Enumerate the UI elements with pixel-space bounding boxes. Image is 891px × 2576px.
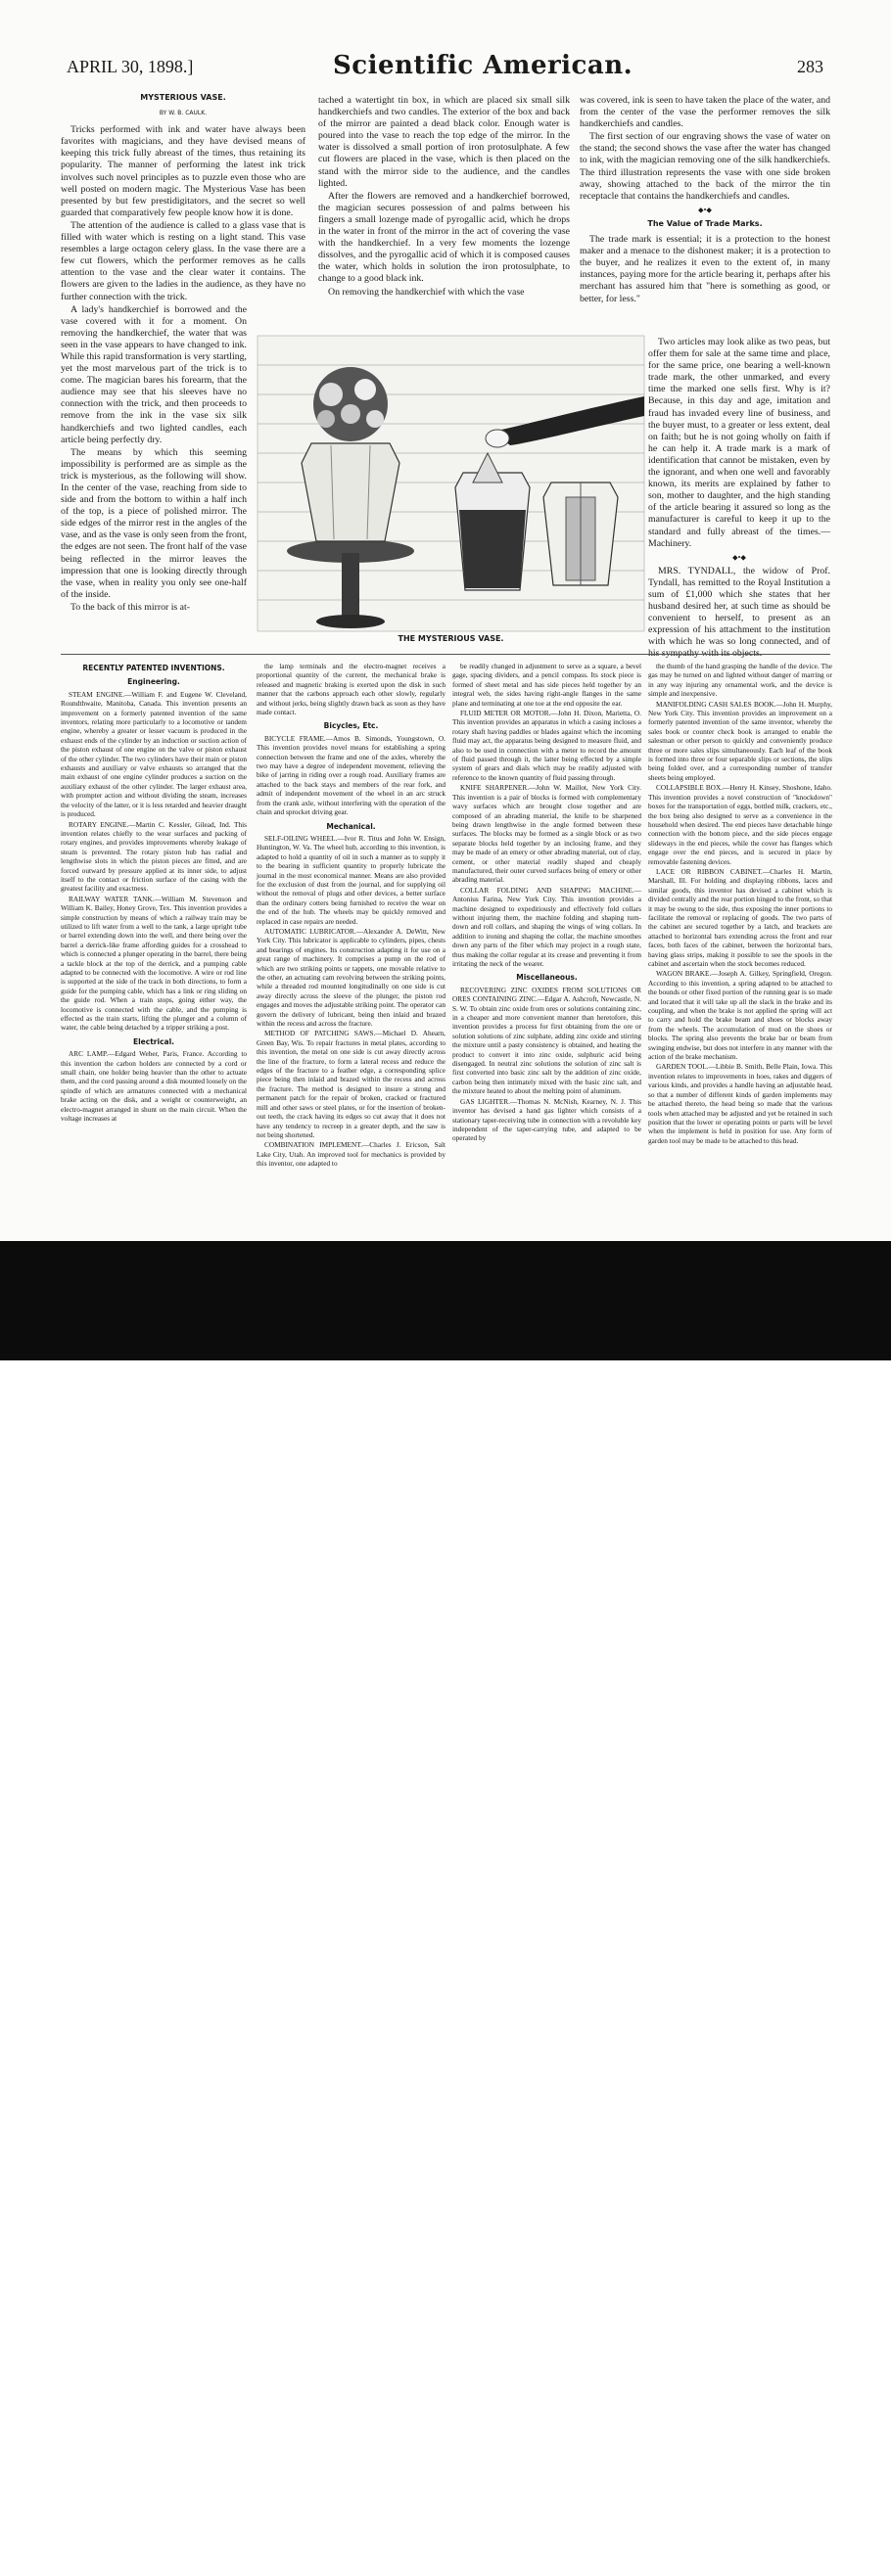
flower-vase-icon (302, 367, 399, 541)
article-column-2 (318, 95, 570, 335)
article-byline: BY W. B. CAULK. (159, 110, 208, 117)
article-paragraph: On removing the handkerchief with which the vase (328, 286, 525, 298)
patents-title: RECENTLY PATENTED INVENTIONS. (82, 664, 225, 672)
patent-entry: the thumb of the hand grasping the handle of the device. The gas may be turned on and lighted without danger of marring or in any way injuring any ornamental work, and the device is simple and inexpensive. (648, 662, 832, 699)
tyndall-paragraph: MRS. TYNDALL, the widow of Prof. Tyndall, has remitted to the Royal Institution a sum of £1,000 which she states that her husband desired her, at such time as should be convenient to herself, to present as an expression of his attachment to the institution with which he was so long connected, and of his sympathy with its objects. (648, 565, 830, 660)
article-column-3 (580, 95, 830, 335)
article-title: MYSTERIOUS VASE. (140, 93, 226, 102)
patents-column-4 (648, 662, 832, 1239)
article-paragraph: A lady's handkerchief is borrowed and the vase covered with it for a moment. On removing the handkerchief, the water that was seen in the vase appears to have changed to ink. While this rapid transformation is very startling, yet the most marvelous part of the trick is to come. The magician bares his forearm, that the audience may see that his sleeves have no connection with the trick, and then proceeds to remove from the ink in the vase six silk handkerchiefs and two lighted candles, each article being perfectly dry. (61, 303, 247, 445)
patent-entry: MANIFOLDING CASH SALES BOOK.—John H. Murphy, New York City. This invention provides an improvement on a formerly patented invention of the same inventor, whereby the sales book or counter check book is arranged to enable the salesman or other person to quickly and conveniently produce three or more sales slips simultaneously. Each leaf of the book is formed into three or four separable slips or sections, the slips being folded over, and a corresponding number of transfer sheets being employed. (648, 699, 832, 782)
patent-entry: AUTOMATIC LUBRICATOR.—Alexander A. DeWitt, New York City. This lubricator is applicable to cylinders, pipes, chests and bearings of engines. Its construction adapting it for use on a great range of machinery. It comprises a pump on the rod of which are two striking points or tappets, one movable relative to the other, an actuating cam revolving between the striking points, while a threaded rod mounted longitudinally on one side is cut away directly across the sleeve of the plunger, the piston rod engages and moves the adjustable striking point. The operator can govern the delivery of lubricant, being then inlaid and brazed within the recess and across the fracture. (257, 926, 446, 1029)
page-number: 283 (797, 57, 823, 76)
patent-entry: COMBINATION IMPLEMENT.—Charles J. Ericson, Salt Lake City, Utah. An improved tool for mechanics is provided by this inventor, one adapted to (257, 1140, 446, 1169)
patent-entry: RAILWAY WATER TANK.—William M. Stevenson and William K. Bailey, Honey Grove, Tex. This invention provides a simple construction by means of which a railway train may be utilized to lift water from a well to the tank, a large upright tube or barrel extending down into the well, and there being over the barrel a derrick-like frame affording guides for a crosshead to which is connected a plunger operating in the barrel, there being a tackle block at the top of the derrick, and a pumping cable adapted to be connected with the locomotive. A wire or rod line is supported at the side of the track in both directions, to form a guide for the pumping cable, which has a link or ring sliding on the guide rod. When a train stops, going either way, the locomotive is connected with the cable, and the pumping is effected as the train starts, lifting the plunger and a column of water, the cable being detached by a tripper striking a post. (61, 894, 247, 1033)
patent-entry: ARC LAMP.—Edgard Weber, Paris, France. According to this invention the carbon holders are connected by a cord or small chain, one holder being heavier than the other to actuate them, and the cord passing around a disk mounted loosely on the spindle of which are armatures connected with a mechanical brake acting on the disk, and a weight or counterweight, an electro-magnet arranged in shunt on the main circuit. When the voltage increases at (61, 1049, 247, 1124)
alamy-logo: alamy (22, 2492, 190, 2551)
article-paragraph: The attention of the audience is called to a glass vase that is filled with water which is resting on a light stand. This vase resembles a large octagon celery glass. In the vase there are a few cut flowers, which the performer removes as he calls attention to the vase and the clear water it contains. The flowers are given to the ladies in the audience, as they have no further connection with the trick. (61, 219, 305, 302)
article-paragraph: tached a watertight tin box, in which are placed six small silk handkerchiefs and two candles. The exterior of the box and back of the mirror are painted a dead black color. Enough water is poured into the vase to reach the top edge of the mirror. In the water is dissolved a small portion of iron protosulphate. A few cut flowers are placed in the vase, which is then placed on the stand with the mirror side to the audience, and the candles lighted. (318, 95, 570, 189)
patent-entry: STEAM ENGINE.—William F. and Eugene W. Cleveland, Roundthwaite, Manitoba, Canada. This invention presents an improvement on a formerly patented invention of the same inventors, relating more particularly to a locomotive or tandem engine, whereby a greater or lesser vacuum is produced in the exhaust ends of the cylinder by an induction or suction action of the piston exhaust of one engine on the valve or piston exhaust of the other cylinder. The two cylinders have their main or piston exhausts and auxiliary or valve exhausts so arranged that the main exhaust of one engine cylinder produces a suction on the auxiliary exhaust of the other cylinder. The larger exhaust area, with prompter action and without dividing the steam, increases the velocity of the latter, or it is less retarded and heavier draught is produced. (61, 689, 247, 819)
patent-entry: ROTARY ENGINE.—Martin C. Kessler, Gilead, Ind. This invention relates chiefly to the wear surfaces and packing of rotary engines, and provides improvements whereby leakage of steam is prevented. The rotary piston hub has radial and lengthwise slots in which the piston pieces are fitted, and are forced outward by pressure applied at its inner side, to adjust itself to the contact or friction surface of the casing with the greatest facility and exactness. (61, 819, 247, 894)
patent-entry: COLLAR FOLDING AND SHAPING MACHINE.—Antonius Farina, New York City. This invention provides a machine designed to expeditiously and effectively fold collars without injuring them, the machine folding and shaping turn-down and roll collars, and shaping the wings of wing collars. In addition to ironing and shaping the collar, the machine smoothes down any parts of the fiber which may project in a rough state, thus making the collar regular at its crease and preventing it from irritating the neck of the wearer. (452, 885, 641, 968)
patent-section-heading: Engineering. (127, 677, 180, 687)
trademarks-paragraph: The trade mark is essential; it is a protection to the honest maker and a menace to the dishonest maker; it is a protection to the buyer, and he realizes it even to the extent of, in many instances, paying more for the article bearing it, perhaps after his merchant has assured him that "here is something as good, or better, for less." (580, 234, 830, 304)
patent-entry: BICYCLE FRAME.—Amos B. Simonds, Youngstown, O. This invention provides novel means for establishing a spring connection between the frame and one of the axles, whereby the two may have a degree of independent movement, relieving the bike of jarring in riding over a rough road. Auxiliary frames are attached to the back stays and members of the rear fork, and admit of independent movement of the wheel in an arc struck from the crank axle, without interfering with the operation of the chain and sprocket driving gear. (257, 733, 446, 817)
patent-entry: METHOD OF PATCHING SAWS.—Michael D. Ahearn, Green Bay, Wis. To repair fractures in metal plates, according to this invention, the metal on one side is cut away directly across the line of the fracture, to form a lateral recess and reduce the edges of the fracture to a feather edge, a corresponding splice piece being then inlaid and brazed within the recess and across the fracture. The method is designed to insure a strong and permanent patch for the repair of broken, cracked or fractured mill and other saws or steel plates, or for the insertion of broken-out teeth, the crack having its edges so cut away that it does not have any tendency to recreep in a greater depth, and the saw is not being shortened. (257, 1029, 446, 1139)
patent-entry: the lamp terminals and the electro-magnet receives a proportional quantity of the current, the mechanical brake is released and magnetic braking is exerted upon the disk in such manner that the carbons approach each other slowly, regularly and without jerks, being slightly drawn back as soon as they have made contact. (257, 662, 446, 717)
article-paragraph: To the back of this mirror is at- (70, 601, 191, 613)
article-paragraph: The first section of our engraving shows the vase of water on the stand; the second shows the vase after the water has changed to ink, with the magician removing one of the silk handkerchiefs. The third illustration represents the vase with one side broken away, showing attached to the back of the mirror the tin receptacle that contains the handkerchiefs and candles. (580, 131, 830, 202)
patent-entry: KNIFE SHARPENER.—John W. Maillot, New York City. This invention is a pair of blocks is formed with complementary wavy surfaces which are brought close together and are composed of an abrading material, the knife to be sharpened being drawn lengthwise in the angle formed between these surfaces. The blocks may be formed as a single block or as two separate blocks held together by an inclosing frame, and they may be made of an emery or other abrading material, out of clay, cement, or other material readily shaped and cheaply manufactured, their outer curved surfaces being of emery or other abrading material. (452, 783, 641, 885)
issue-date: APRIL 30, 1898.] (67, 57, 194, 76)
patents-column-1 (61, 662, 247, 1239)
mysterious-vase-illustration (258, 336, 644, 631)
patents-column-2 (257, 662, 446, 1239)
article-paragraph: was covered, ink is seen to have taken the place of the water, and from the center of the vase the performer removes the silk handkerchiefs and candles. (580, 95, 830, 130)
ornament-divider: ⬥•⬥ (697, 205, 712, 214)
patent-section-heading: Mechanical. (326, 821, 376, 831)
patent-entry: RECOVERING ZINC OXIDES FROM SOLUTIONS OR ORES CONTAINING ZINC.—Edgar A. Ashcroft, Newcastle, N. S. W. To obtain zinc oxide from ores or solutions containing zinc, in a cheaper and more convenient manner than heretofore, this invention provides a process for first obtaining from the ore or solution solutions of zinc sulphate, adding zinc oxide and stirring the mixture until a pasty consistency is obtained, and heating the product to convert it into zinc oxide, sulphuric acid being disengaged. In neutral zinc solutions the solution of zinc salt is first converted into basic zinc salt by the addition of zinc oxide, carbon being then intimately mixed with the basic zinc salt, and the mixture heated to about the melting point of aluminum. (452, 985, 641, 1096)
article-paragraph: The means by which this seeming impossibility is performed are as simple as the trick is mysterious, as the following will show. In the center of the vase, reaching from side to side and from the bottom to within a half inch of the top, is a piece of polished mirror. The side edges of the mirror rest in the angles of the vase, and as the vase is only seen from the front, the edges are not seen. The front half of the vase being reflected in the mirror leaves the impression that one is looking directly through the vase, when in reality you only see one-half of the inside. (61, 446, 247, 600)
trademarks-title: The Value of Trade Marks. (647, 218, 763, 228)
trademarks-paragraph: Two articles may look alike as two peas, but offer them for sale at the same time and place, for the same price, one bearing a well-known trade mark, the other unmarked, and every time the marked one sells first. Why is it? Because, in this day and age, imitation and fraud has invaded every line of business, and the buyer must, to a greater or less extent, deal on faith; but he is not going wholly on faith if he can help it. A trade mark is a mark of identification that cannot be mistaken, even by the ignorant, and when one well and favorably known, its merits are explained by father to son, mother to daughter, and the high standing of the article bearing it assured so long as the manufacturer is careful to keep it up to the standard and fully abreast of the times.—Machinery. (648, 337, 830, 549)
article-paragraph: After the flowers are removed and a handkerchief borrowed, the magician secures possession of and palms between his fingers a small lozenge made of pyrogallic acid, which he drops in the water in front of the mirror in the act of covering the vase with the handkerchief. In a very few moments the lozenge dissolves, and the pyrogallic acid of which it is composed causes the water, which holds in solution the iron protosulphate, to change to a good black ink. (318, 190, 570, 285)
masthead-title: Scientific American. (333, 51, 633, 80)
patent-entry: GAS LIGHTER.—Thomas N. McNish, Kearney, N. J. This inventor has devised a hand gas lighter which consists of a stationary taper-receiving tube in connection with a revoluble key independent of the taper-carrying tube, and adapted to be operated by (452, 1096, 641, 1143)
section-divider (61, 654, 830, 655)
patent-section-heading: Bicycles, Etc. (323, 721, 379, 731)
patent-section-heading: Electrical. (132, 1036, 174, 1046)
patent-entry: LACE OR RIBBON CABINET.—Charles H. Martin, Marshall, Ill. For holding and displaying ribbons, laces and similar goods, this inventor has devised a cabinet which is divided centrally and the rear portion hinged to the front, so that it may be swung to the side, thus exposing the inner portions to facilitate the removal or replacing of goods. The two parts of the cabinet are secured together by a latch, and brackets are attached to horizontal bars extending across the front and rear faces, both faces of the cabinet, between the horizontal bars, having glass strips, making it possible to see the spools in the cabinet and ascertain when the stock becomes reduced. (648, 866, 832, 968)
patent-section-heading: Miscellaneous. (516, 973, 578, 983)
patent-entry: FLUID METER OR MOTOR.—John H. Dixon, Marietta, O. This invention provides an apparatus in which a casing incloses a rotary shaft having paddles or blades against which the incoming fluid may act, the apparatus being designed to measure fluid, and also to be used in connection with a meter to record the amount of fluid passed through it, the latter being effected by a simple system of gears and dials which may be readily adjusted with reference to the known quantity of fluid passing through. (452, 709, 641, 782)
patents-column-3 (452, 662, 641, 1239)
image-id: 2ABXGTX (804, 2502, 869, 2517)
patent-entry: SELF-OILING WHEEL.—Ivor R. Titus and John W. Ensign, Huntington, W. Va. The wheel hub, according to this invention, is adapted to hold a quantity of oil in such a manner as to supply it to the bearing in sufficient quantity to properly lubricate the journal in the most economical manner. Means are also provided for the exclusion of dust from the journal, and for supplying oil without the removal of plugs and other devices, a better surface than the ordinary cotters being furnished to receive the wear on the end of the hub. The wheels may be quickly removed and replaced in case repairs are needed. (257, 833, 446, 926)
patent-entry: WAGON BRAKE.—Joseph A. Gilkey, Springfield, Oregon. According to this invention, a spring adapted to be attached to the bounds or other fixed portion of the running gear is so made and located that it will take up all the slack in the brake and its coupling, and when the brake is not applied the spring will act to carry and hold the brake beam and shoes or blocks away from the wheels. The accumulation of mud on the shoes or blocks. The spring also prevents the brake bar or beam from swinging endwise, but does not interfere in any manner with the action of the brake mechanism. (648, 969, 832, 1062)
watermark-url: www.alamy.com (759, 2560, 869, 2576)
newspaper-page (0, 0, 891, 1241)
patent-entry: GARDEN TOOL.—Libbie B. Smith, Belle Plain, Iowa. This invention relates to improvements in hoes, rakes and diggers of various kinds, and provides a handle having an adjustable head, so that a number of different kinds of garden implements may be attached thereto, the head being so made that the various tools when attached may be adjusted and yet be retained in such position that the lower or operating points or parts will be level when the implement is held in position for use. Any form of garden tool may be made to be attached to this head. (648, 1062, 832, 1145)
cutaway-vase-icon (543, 483, 618, 585)
ink-vase-icon (455, 453, 530, 590)
trademarks-column (648, 337, 830, 660)
patent-entry: be readily changed in adjustment to serve as a square, a bevel gage, spacing dividers, and a pencil compass. Its stock piece is formed of sheet metal and has side pieces held together by an integral web, the sides having right-angle flanges in the same plane and terminating at one toe at the end opposite the ear. (452, 662, 641, 708)
ornament-divider: ⬥•⬥ (731, 552, 746, 562)
illustration-caption: THE MYSTERIOUS VASE. (398, 634, 504, 643)
watermark-banner (0, 1241, 891, 2576)
patent-entry: COLLAPSIBLE BOX.—Henry H. Kinsey, Shoshone, Idaho. This invention provides a novel construction of "knockdown" boxes for the transportation of eggs, bottled milk, crackers, etc., the box being also designed to serve as a convenience in the household when desired. The end pieces have detachable hinge connection with the bottom piece, and the side pieces engage slideways in the end pieces, while the cover has flanges which engage over the end pieces, and is secured in place by removable fastening devices. (648, 783, 832, 866)
article-paragraph: Tricks performed with ink and water have always been favorites with magicians, and they have devised means of keeping this trick fully abreast of the times, thus retaining its popularity. The manner of performing the latest ink trick involves such novel principles as to puzzle even those who are well posted on modern magic. The Mysterious Vase has been presented by but few prestidigitators, and the secret so well guarded that comparatively few people know how it is done. (61, 124, 305, 218)
